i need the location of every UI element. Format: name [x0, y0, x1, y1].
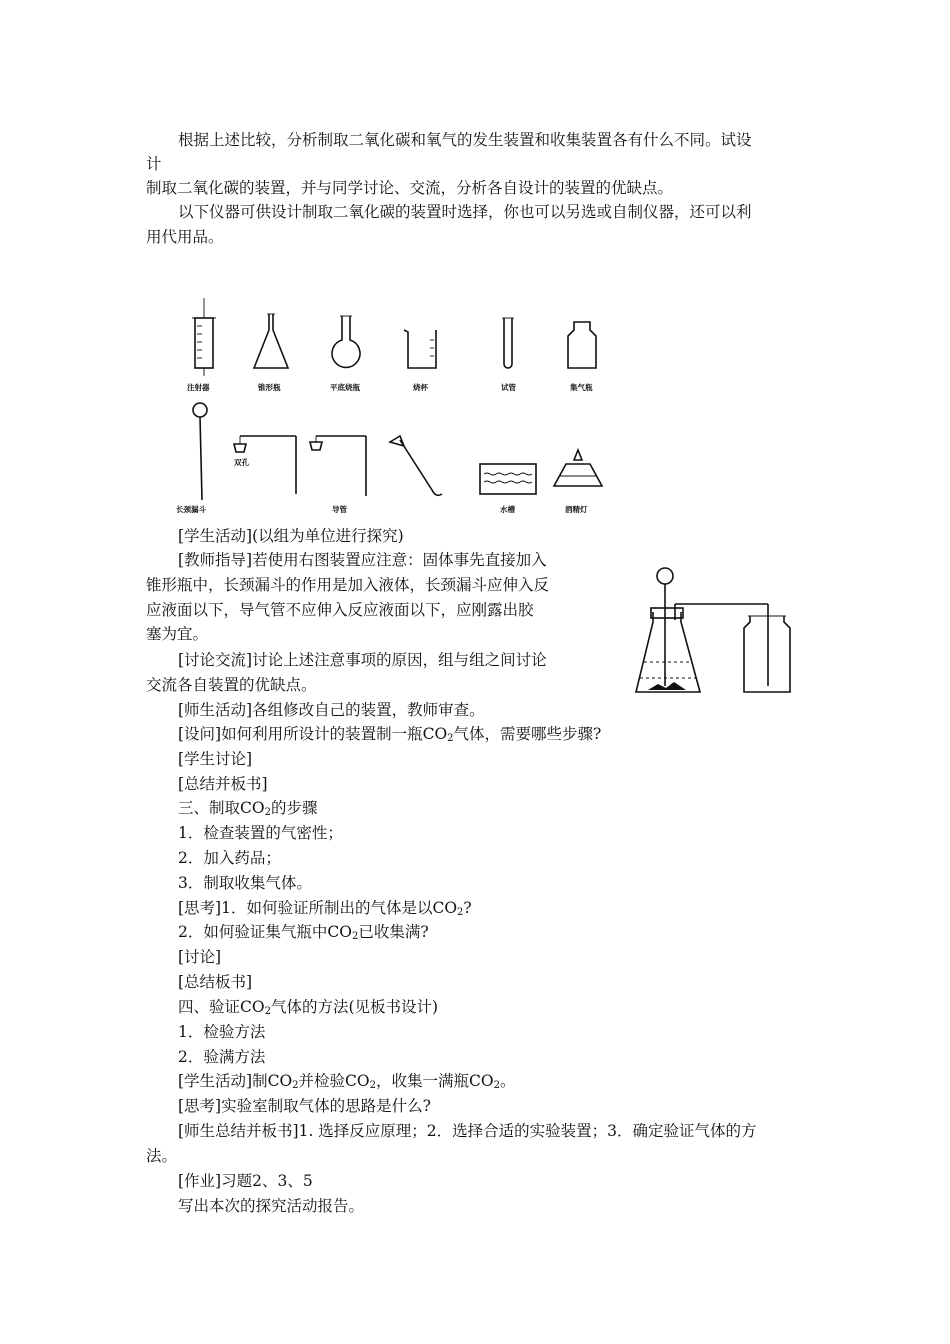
- beaker-drawing: [404, 330, 436, 368]
- line-think-2: 2．如何验证集气瓶中$CO_2$已收集满?: [178, 923, 429, 942]
- apparatus-figure: [170, 290, 630, 520]
- flat-flask-drawing: [332, 316, 360, 367]
- label-tube: 导管: [332, 505, 347, 514]
- trough-drawing: [480, 464, 536, 494]
- label-gas-bottle: 集气瓶: [570, 383, 593, 392]
- intro-line-1: 根据上述比较，分析制取二氧化碳和氧气的发生装置和收集装置各有什么不同。试设: [178, 131, 752, 149]
- label-double-hole: 双孔: [234, 458, 249, 467]
- verify-2: 2．验满方法: [178, 1048, 266, 1066]
- syringe-drawing: [192, 298, 216, 376]
- line-homework: [作业]习题2、3、5: [178, 1172, 313, 1190]
- label-trough: 水槽: [500, 505, 515, 514]
- test-tube-drawing: [502, 318, 514, 368]
- line-discuss: [讨论]: [178, 948, 222, 966]
- intro-line-4: 以下仪器可供设计制取二氧化碳的装置时选择，你也可以另选或自制仪器，还可以利: [178, 203, 752, 221]
- section-verify-heading: 四、验证$CO_2$气体的方法(见板书设计): [178, 998, 439, 1017]
- line-student-activity: [学生活动](以组为单位进行探究): [178, 527, 404, 545]
- intro-line-5: 用代用品。: [146, 228, 224, 246]
- line-teacher-student: [师生活动]各组修改自己的装置，教师审查。: [178, 701, 485, 719]
- intro-line-2: 计: [146, 155, 162, 173]
- line-student-activity-2: [学生活动]制$CO_2$并检验$CO_2$，收集一满瓶$CO_2$。: [178, 1072, 516, 1091]
- line-think-3: [思考]实验室制取气体的思路是什么?: [178, 1097, 431, 1115]
- line-summary-2: [总结板书]: [178, 973, 253, 991]
- label-conical-flask: 锥形瓶: [258, 383, 281, 392]
- label-test-tube: 试管: [501, 383, 516, 392]
- setup-diagram: [628, 560, 798, 700]
- rubber-tube-drawing: [390, 436, 442, 495]
- guide-tube-drawing: [310, 436, 366, 496]
- label-flat-flask: 平底烧瓶: [330, 383, 360, 392]
- lamp-drawing: [554, 450, 602, 486]
- line-discussion-2: 交流各自装置的优缺点。: [146, 676, 317, 694]
- section-steps-heading: 三、制取$CO_2$的步骤: [178, 799, 318, 818]
- intro-line-3: 制取二氧化碳的装置，并与同学讨论、交流，分析各自设计的装置的优缺点。: [146, 179, 674, 197]
- line-report: 写出本次的探究活动报告。: [178, 1197, 365, 1215]
- verify-1: 1．检验方法: [178, 1023, 266, 1041]
- label-lamp: 酒精灯: [565, 505, 588, 514]
- label-funnel: 长颈漏斗: [176, 505, 206, 514]
- line-teacher-guide: [教师指导]若使用右图装置应注意：固体事先直接加入: [178, 551, 547, 569]
- line-summary: [总结并板书]: [178, 775, 268, 793]
- line-think-1: [思考]1．如何验证所制出的气体是以$CO_2$?: [178, 899, 472, 918]
- step-1: 1．检查装置的气密性；: [178, 824, 343, 842]
- line-question: [设问]如何利用所设计的装置制一瓶$CO_2$气体，需要哪些步骤?: [178, 725, 602, 744]
- line-guide-3: 应液面以下，导气管不应伸入反应液面以下，应刚露出胶: [146, 601, 534, 619]
- line-discussion: [讨论交流]讨论上述注意事项的原因，组与组之间讨论: [178, 651, 547, 669]
- line-final-summary-2: 法。: [146, 1147, 178, 1165]
- gas-bottle-drawing: [568, 322, 596, 368]
- line-student-discussion: [学生讨论]: [178, 750, 253, 768]
- label-syringe: 注射器: [187, 383, 210, 392]
- step-3: 3．制取收集气体。: [178, 874, 312, 892]
- conical-flask-drawing: [254, 314, 288, 368]
- line-guide-4: 塞为宜。: [146, 625, 209, 643]
- label-beaker: 烧杯: [413, 383, 428, 392]
- line-final-summary: [师生总结并板书]1. 选择反应原理；2．选择合适的实验装置；3．确定验证气体的方: [178, 1122, 757, 1140]
- line-guide-2: 锥形瓶中，长颈漏斗的作用是加入液体，长颈漏斗应伸入反: [146, 576, 550, 594]
- step-2: 2．加入药品；: [178, 849, 281, 867]
- funnel-drawing: [193, 403, 207, 500]
